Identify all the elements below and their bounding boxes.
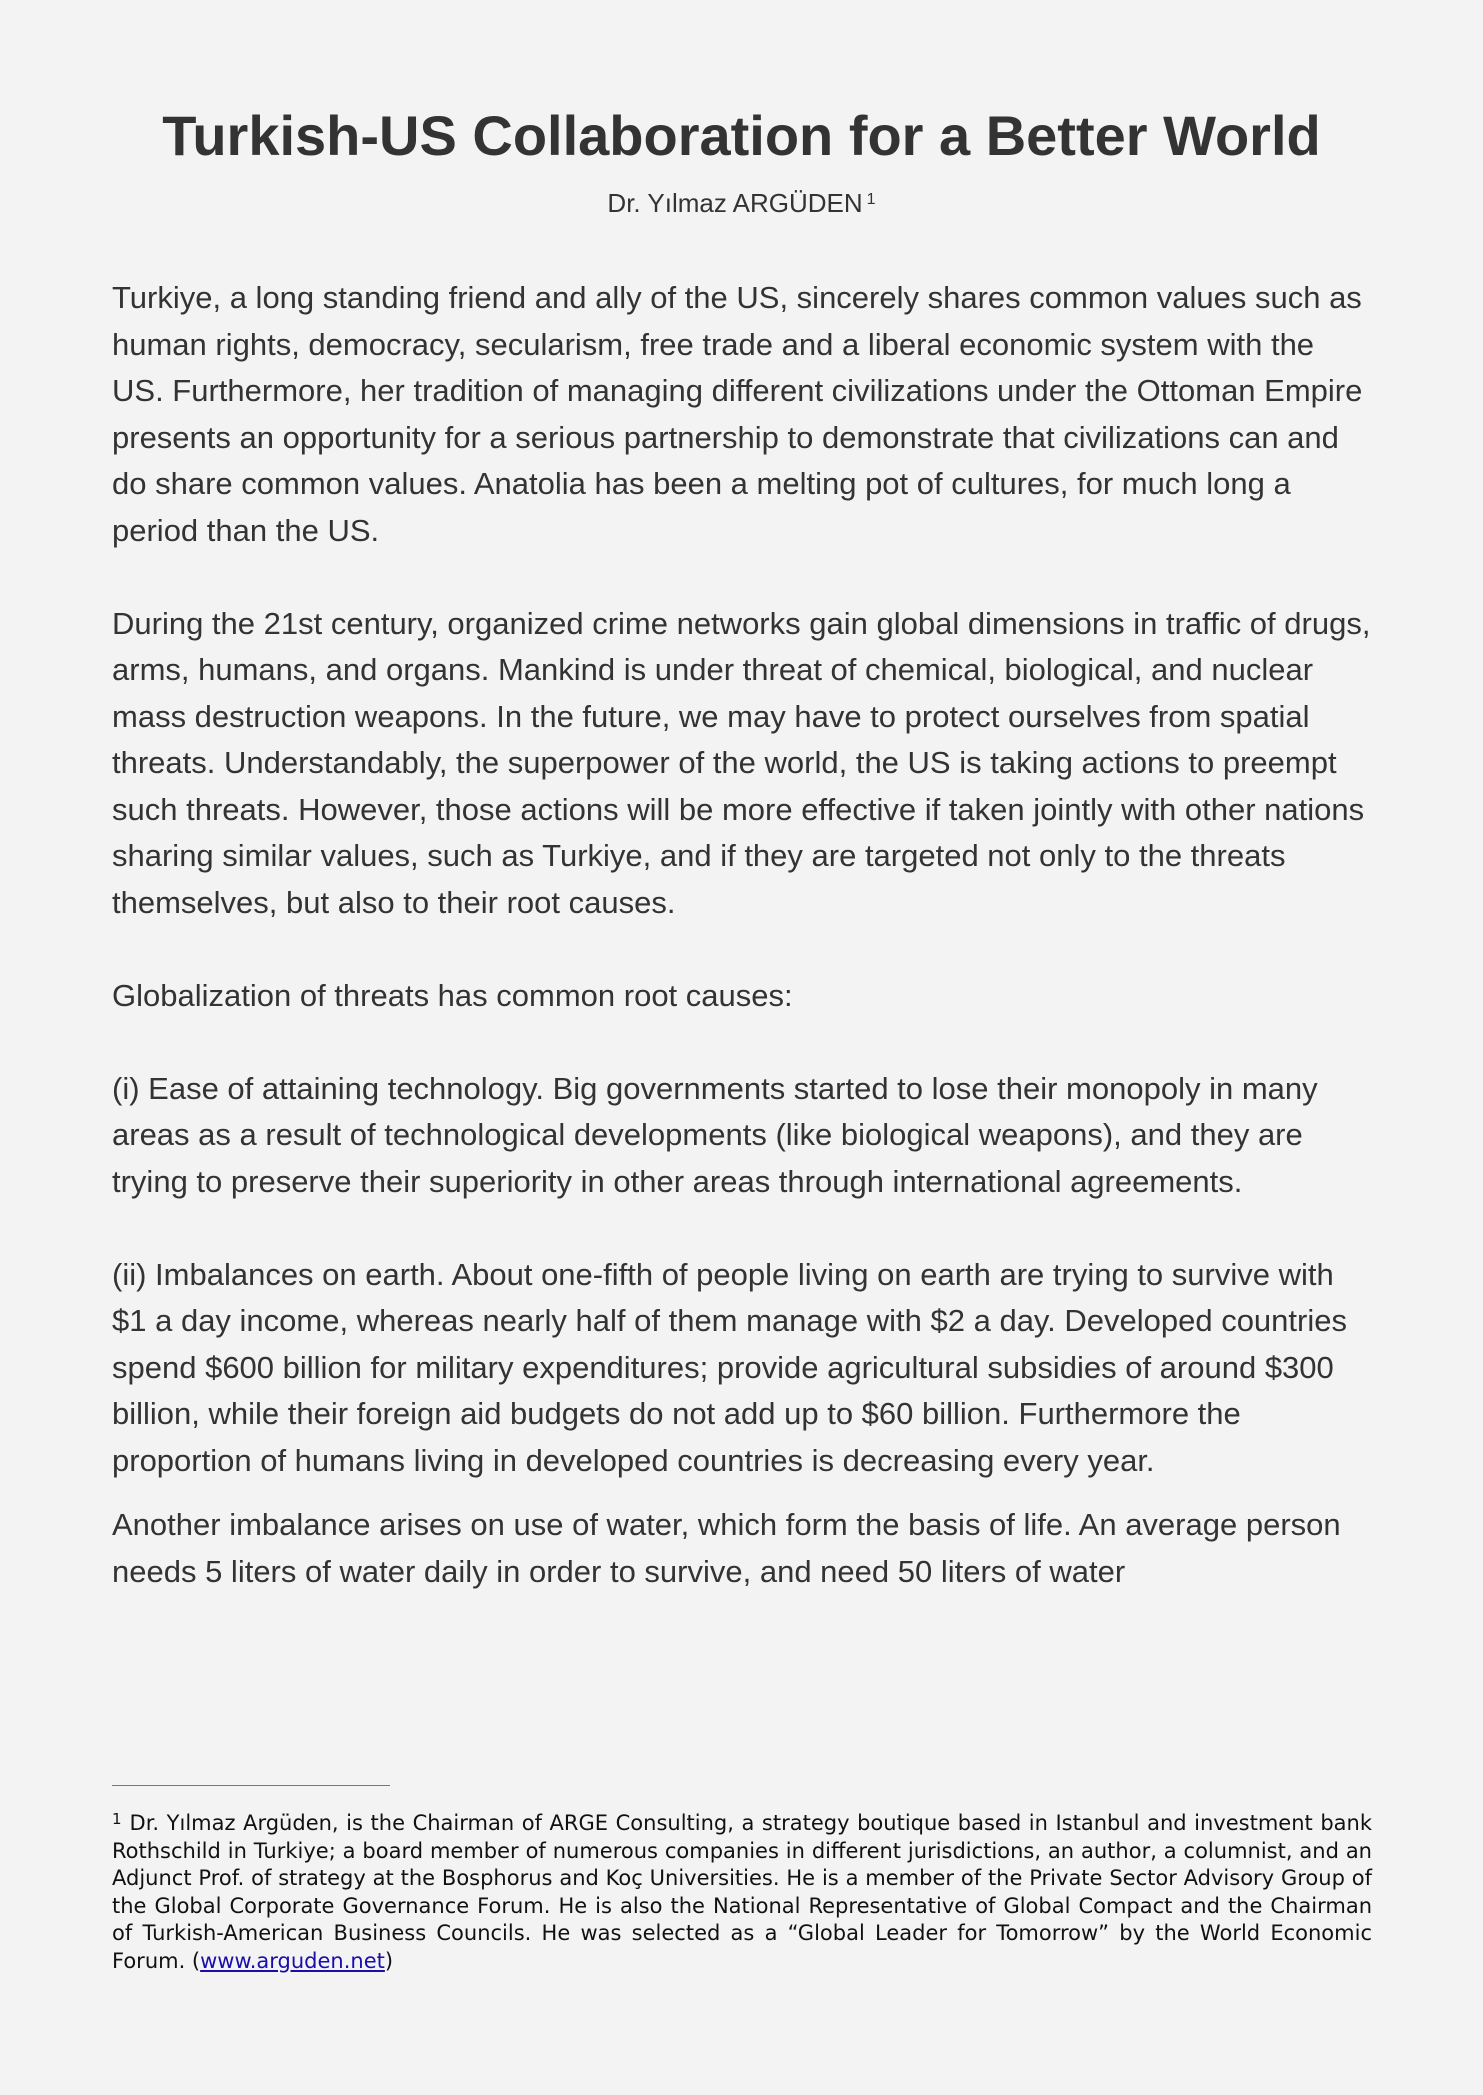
paragraph-root-causes: Globalization of threats has common root causes: bbox=[112, 977, 793, 1013]
author-name: Dr. Yılmaz ARGÜDEN bbox=[607, 188, 863, 218]
footnote bbox=[112, 1806, 1372, 1975]
article-body bbox=[112, 275, 1372, 1642]
paragraph-intro: Turkiye, a long standing friend and ally of the US, sincerely shares common values such as human rights, democracy, secularism, free trade and a liberal economic system with the US. Furthermore, her tradition of managing different civilizations under the Ottoman Empire presents an opportunity for a serious partnership to demonstrate that civilizations can and do share common values. Anatolia has been a melting pot of cultures, for much long a period than the US. bbox=[112, 280, 1363, 548]
paragraph-imbalances: (ii) Imbalances on earth. About one-fifth of people living on earth are trying to survive with $1 a day income, whereas nearly half of them manage with $2 a day. Developed countries spend $600 billion for military expenditures; provide agricultural subsidies of around $300 billion, while their foreign aid budgets do not add up to $60 billion. Furthermore the proportion of humans living in developed countries is decreasing every year. bbox=[112, 1256, 1347, 1478]
author-footnote-mark[interactable]: 1 bbox=[866, 191, 876, 208]
paragraph-water: Another imbalance arises on use of water, which form the basis of life. An average person needs 5 liters of water daily in order to survive, and need 50 liters of water bbox=[112, 1507, 1341, 1589]
footnote-divider bbox=[112, 1785, 390, 1786]
author-line bbox=[0, 183, 1483, 220]
paragraph-threats: During the 21st century, organized crime networks gain global dimensions in traffic of drugs, arms, humans, and organs. Mankind is under threat of chemical, biological, and nuclear mass destruction weapons. In the future, we may have to protect ourselves from spatial threats. Understandably, the superpower of the world, the US is taking actions to preempt such threats. However, those actions will be more effective if taken jointly with other nations sharing similar values, such as Turkiye, and if they are targeted not only to the threats themselves, but also to their root causes. bbox=[112, 605, 1371, 920]
document-title: Turkish-US Collaboration for a Better World bbox=[162, 104, 1321, 167]
footnote-text: Dr. Yılmaz Argüden, is the Chairman of ARGE Consulting, a strategy boutique based in Istanbul and investment bank Rothschild in Turkiye; a board member of numerous companies in different jurisdictions, an author, a columnist, and an Adjunct Prof. of strategy at the Bosphorus and Koç Universities. He is a member of the Private Sector Advisory Group of the Global Corporate Governance Forum. He is also the National Representative of Global Compact and the Chairman of Turkish-American Business Councils. He was selected as a “Global Leader for Tomorrow” by the World Economic Forum. ( bbox=[112, 1811, 1372, 1973]
footnote-closing: ) bbox=[384, 1948, 394, 1973]
paragraph-technology: (i) Ease of attaining technology. Big governments started to lose their monopoly in many areas as a result of technological developments (like biological weapons), and they are trying to preserve their superiority in other areas through international agreements. bbox=[112, 1070, 1318, 1199]
footnote-mark: 1 bbox=[112, 1810, 122, 1828]
footnote-website-link[interactable]: www.arguden.net bbox=[200, 1948, 385, 1973]
